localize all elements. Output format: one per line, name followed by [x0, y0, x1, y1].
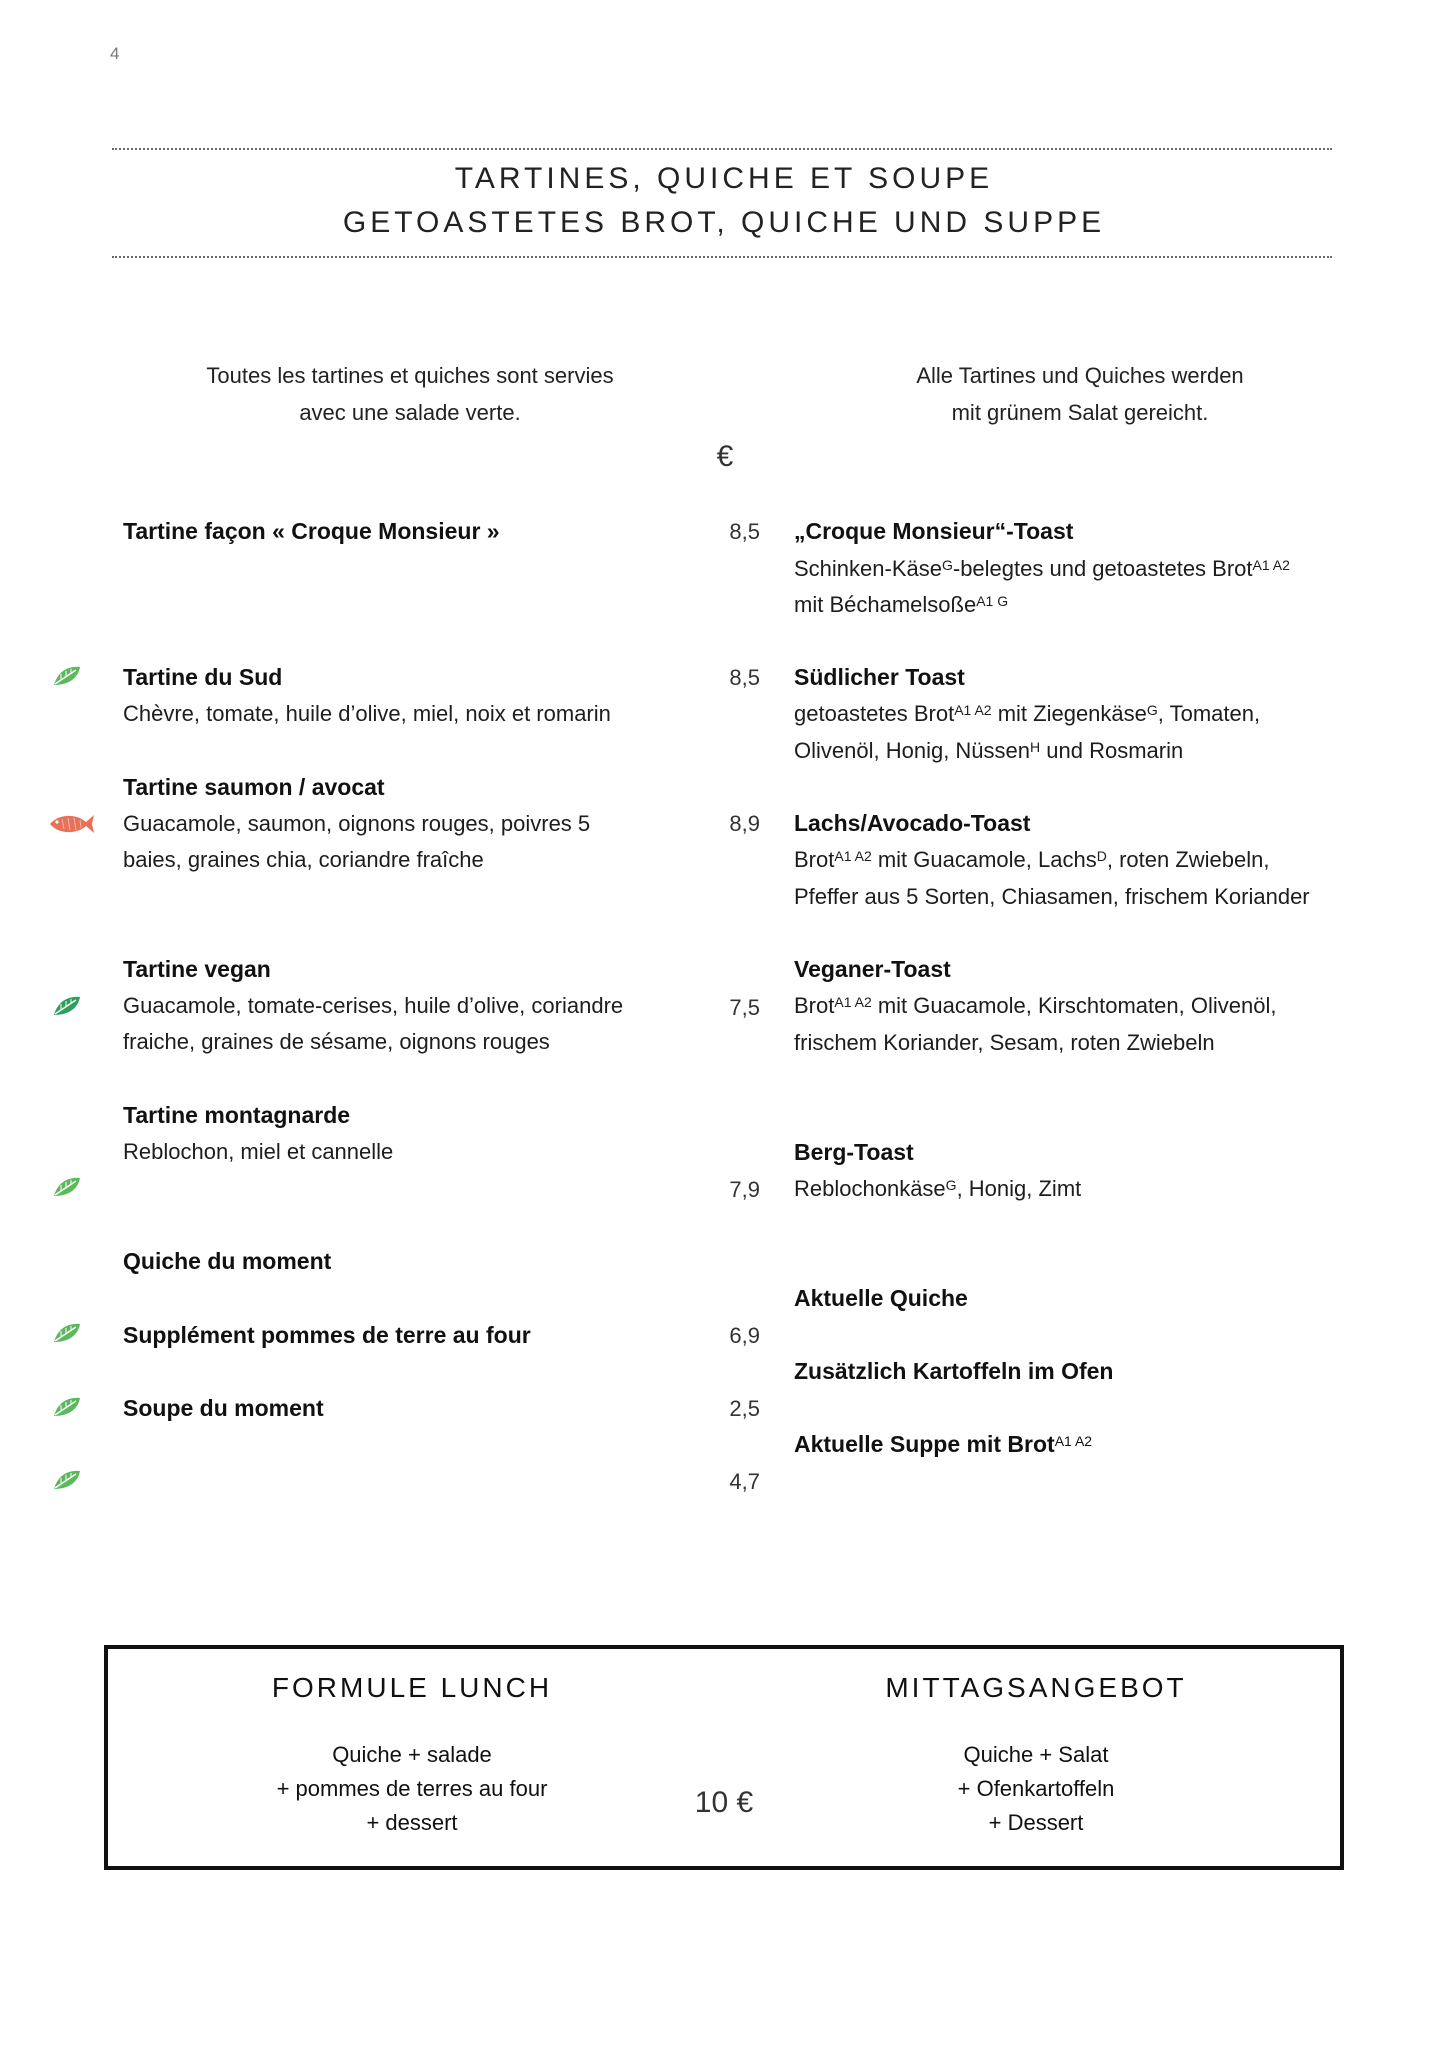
- lunch-fr-line1: Quiche + salade: [332, 1742, 492, 1767]
- divider-top: [112, 148, 1332, 150]
- item-vegan-desc: Guacamole, tomate-cerises, huile d’olive, coriandre fraiche, graines de sésame, oignons rouges: [123, 993, 624, 1054]
- item-croque-price: 8,5: [729, 519, 760, 544]
- intro-de-line1: Alle Tartines und Quiches werden: [916, 363, 1244, 388]
- item-soupe-name: Soupe du moment: [123, 1395, 324, 1421]
- intro-de: [820, 357, 1340, 431]
- vegetarian-leaf-icon: [52, 1322, 82, 1344]
- intro-fr: [150, 357, 670, 431]
- de-vegan-line1: Brot$^{A1 A2}$ mit Guacamole, Kirschtomaten, Olivenöl,: [794, 993, 1277, 1018]
- de-suppe-name: Aktuelle Suppe mit Brot$^{A1 A2}$: [794, 1431, 1093, 1457]
- de-croque-line1: Schinken-Käse$^G$-belegtes und getoastetes Brot$^{A1 A2}$: [794, 556, 1290, 581]
- de-berg-name: Berg-Toast: [794, 1139, 914, 1165]
- de-lachs-line2: Pfeffer aus 5 Sorten, Chiasamen, frischem Koriander: [794, 884, 1310, 909]
- lunch-de-line2: + Ofenkartoffeln: [957, 1776, 1115, 1801]
- item-saumon-price: 8,9: [729, 811, 760, 836]
- section-title-fr: TARTINES, QUICHE ET SOUPE: [454, 162, 994, 195]
- de-berg-line1: Reblochonkäse$^G$, Honig, Zimt: [794, 1176, 1082, 1201]
- item-montagnarde-price: 7,9: [729, 1177, 760, 1202]
- item-saumon-desc: Guacamole, saumon, oignons rouges, poivres 5 baies, graines chia, coriandre fraîche: [123, 811, 591, 872]
- lunch-menu-de: [836, 1738, 1236, 1840]
- divider-bottom: [112, 256, 1332, 258]
- item-vegan-name: Tartine vegan: [123, 956, 271, 982]
- lunch-title-fr: FORMULE LUNCH: [271, 1672, 553, 1703]
- de-vegan-line2: frischem Koriander, Sesam, roten Zwiebeln: [794, 1030, 1215, 1055]
- item-quiche-price: 6,9: [729, 1323, 760, 1348]
- lunch-fr-line2: + pommes de terres au four: [276, 1776, 548, 1801]
- vegetarian-leaf-icon: [52, 1396, 82, 1418]
- item-croque-name: Tartine façon « Croque Monsieur »: [123, 518, 500, 544]
- item-saumon-name: Tartine saumon / avocat: [123, 774, 385, 800]
- lunch-de-line3: + Dessert: [988, 1810, 1084, 1835]
- de-croque-line2: mit Béchamelsoße$^{A1 G}$: [794, 592, 1009, 617]
- item-pommes-price: 2,5: [729, 1396, 760, 1421]
- page-number: 4: [110, 44, 120, 63]
- vegetarian-leaf-icon: [52, 1469, 82, 1491]
- intro-fr-line2: avec une salade verte.: [299, 400, 521, 425]
- intro-fr-line1: Toutes les tartines et quiches sont servies: [206, 363, 614, 388]
- item-quiche-name: Quiche du moment: [123, 1248, 332, 1274]
- section-title-de: GETOASTETES BROT, QUICHE UND SUPPE: [342, 206, 1106, 239]
- fish-icon: [46, 810, 96, 838]
- de-lachs-line1: Brot$^{A1 A2}$ mit Guacamole, Lachs$^D$, roten Zwiebeln,: [794, 847, 1270, 872]
- vegan-leaf-icon: [52, 995, 82, 1017]
- vegetarian-leaf-icon: [52, 665, 82, 687]
- vegetarian-leaf-icon: [52, 1176, 82, 1198]
- item-vegan-price: 7,5: [729, 995, 760, 1020]
- intro-de-line2: mit grünem Salat gereicht.: [951, 400, 1209, 425]
- item-sud-desc: Chèvre, tomate, huile d’olive, miel, noix et romarin: [123, 701, 611, 726]
- de-quiche-name: Aktuelle Quiche: [794, 1285, 968, 1311]
- de-sud-name: Südlicher Toast: [794, 664, 965, 690]
- de-sud-line1: getoastetes Brot$^{A1 A2}$ mit Ziegenkäse$^G$, Tomaten,: [794, 701, 1261, 726]
- item-montagnarde-name: Tartine montagnarde: [123, 1102, 351, 1128]
- de-croque-name: „Croque Monsieur“-Toast: [794, 518, 1074, 544]
- item-sud-price: 8,5: [729, 665, 760, 690]
- item-soupe-price: 4,7: [729, 1469, 760, 1494]
- item-montagnarde-desc: Reblochon, miel et cannelle: [123, 1139, 394, 1164]
- item-sud-name: Tartine du Sud: [123, 664, 283, 690]
- lunch-fr-line3: + dessert: [366, 1810, 458, 1835]
- lunch-title-de: MITTAGSANGEBOT: [885, 1672, 1187, 1703]
- currency-symbol: €: [716, 440, 734, 473]
- lunch-price: 10 €: [694, 1786, 754, 1819]
- de-lachs-name: Lachs/Avocado-Toast: [794, 810, 1031, 836]
- lunch-de-line1: Quiche + Salat: [963, 1742, 1109, 1767]
- de-kartoffeln-name: Zusätzlich Kartoffeln im Ofen: [794, 1358, 1114, 1384]
- de-sud-line2: Olivenöl, Honig, Nüssen$^H$ und Rosmarin: [794, 738, 1184, 763]
- item-pommes-name: Supplément pommes de terre au four: [123, 1322, 531, 1348]
- de-vegan-name: Veganer-Toast: [794, 956, 951, 982]
- lunch-menu-fr: [212, 1738, 612, 1840]
